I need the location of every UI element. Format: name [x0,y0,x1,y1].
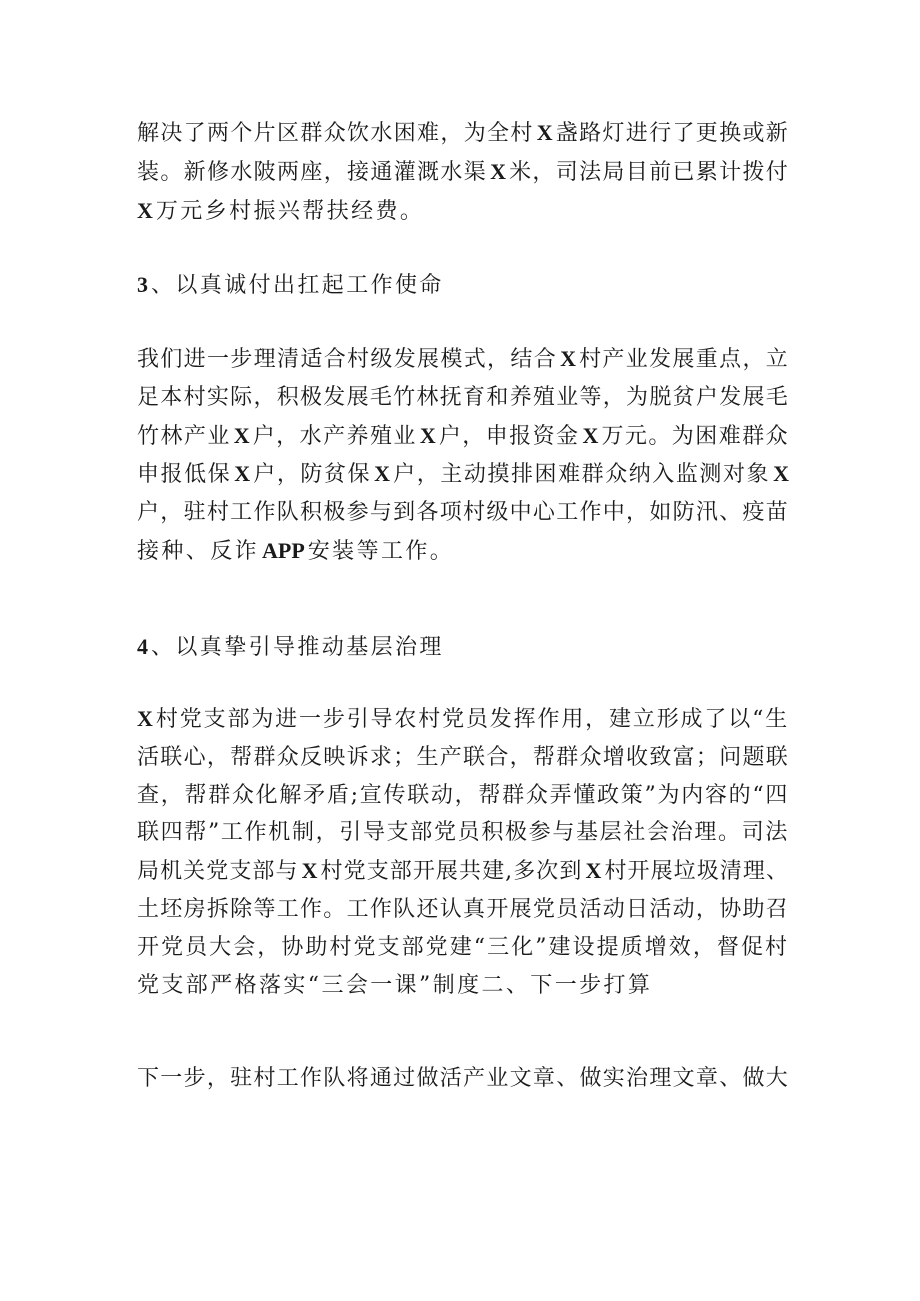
section-heading-4: 4 、以真挚引导推动基层治理 [137,634,444,660]
text-line: 户，驻村工作队积极参与到各项村级中心工作中，如防汛、疫苗 [137,500,789,526]
text-line: 解决了两个片区群众饮水困难，为全村 X 盏路灯进行了更换或新 [137,120,789,146]
paragraph-industry-development [137,340,789,571]
text-line: X 万元乡村振兴帮扶经费。 [137,197,425,224]
text-line: 查，帮群众化解矛盾;宣传联动，帮群众弄懂政策”为内容的“四 [137,782,789,808]
paragraph-grassroots-governance [137,700,789,1004]
text-line: 活联心，帮群众反映诉求；生产联合，帮群众增收致富；问题联 [137,744,789,770]
text-line: 联四帮”工作机制，引导支部党员积极参与基层社会治理。司法 [137,820,789,846]
text-line: 足本村实际，积极发展毛竹林抚育和养殖业等，为脱贫户发展毛 [137,384,789,410]
text-line: 申报低保 X 户，防贫保 X 户，主动摸排困难群众纳入监测对象 X [137,461,789,488]
text-line: 我们进一步理清适合村级发展模式，结合 X 村产业发展重点，立 [137,346,789,372]
text-line: 接种、反诈 APP 安装等工作。 [137,537,455,564]
text-line: 装。新修水陂两座，接通灌溉水渠 X 米，司法局目前已累计拨付 [137,158,789,185]
text-line: 土坯房拆除等工作。工作队还认真开展党员活动日活动，协助召 [137,896,789,922]
text-line: 党支部严格落实“三会一课”制度二、下一步打算 [137,972,653,998]
paragraph-next-steps [137,1060,789,1098]
text-line: 下一步，驻村工作队将通过做活产业文章、做实治理文章、做大 [137,1066,789,1091]
paragraph-drinking-water-and-funding [137,114,789,230]
text-line: 局机关党支部与 X 村党支部开展共建,多次到 X 村开展垃圾清理、 [137,858,789,885]
text-line: X 村党支部为进一步引导农村党员发挥作用，建立形成了以“生 [137,706,789,732]
text-line: 竹林产业 X 户，水产养殖业 X 户，申报资金 X 万元。为困难群众 [137,422,789,449]
section-heading-3: 3 、以真诚付出扛起工作使命 [137,272,444,298]
text-line: 开党员大会，协助村党支部党建“三化”建设提质增效，督促村 [137,934,789,960]
